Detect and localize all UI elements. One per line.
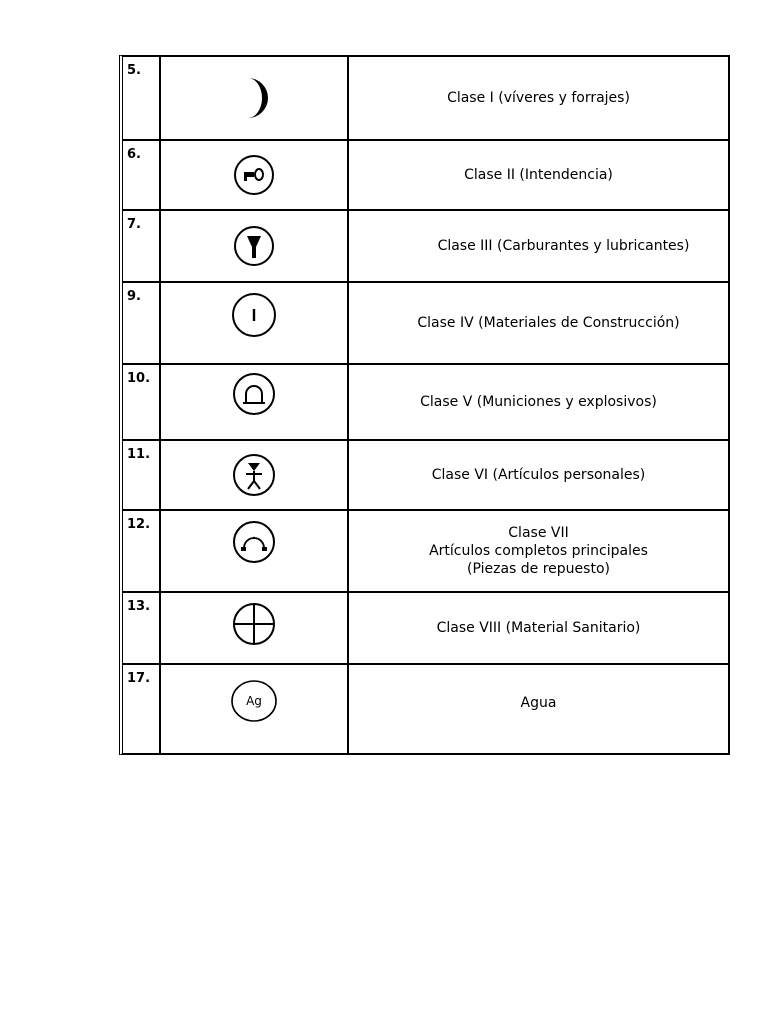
symbol-cell (161, 141, 349, 209)
symbol-cell (161, 57, 349, 139)
row-number: 5. (123, 57, 161, 139)
class-label: Agua (520, 695, 557, 711)
row-number: 17. (123, 665, 161, 753)
funnel-circle-icon (232, 224, 276, 268)
symbol-cell (161, 211, 349, 281)
i-circle-icon (230, 291, 278, 339)
table-row (123, 363, 728, 439)
table-row (123, 139, 728, 209)
class-label: Clase VIII (Material Sanitario) (436, 620, 641, 636)
symbol-cell (161, 441, 349, 509)
symbol-cell (161, 511, 349, 591)
table-row (123, 281, 728, 363)
row-number: 9. (123, 283, 161, 363)
class-description (349, 365, 728, 439)
crosshair-circle-icon (231, 601, 277, 647)
symbol-cell (161, 593, 349, 663)
crescent-moon-icon (232, 75, 272, 121)
row-number: 13. (123, 593, 161, 663)
class-description (349, 665, 728, 753)
table-row (123, 509, 728, 591)
class-label: Clase II (Intendencia) (464, 167, 613, 183)
person-circle-icon (231, 452, 277, 498)
dome-circle-icon (231, 371, 277, 417)
supply-class-table (119, 55, 730, 755)
class-description (349, 211, 728, 281)
table-row (123, 209, 728, 281)
symbol-cell (161, 283, 349, 363)
class-description (349, 283, 728, 363)
water-ag-label: Ag (246, 694, 262, 708)
symbol-cell (161, 365, 349, 439)
class-description (349, 141, 728, 209)
class-label: Clase III (Carburantes y lubricantes) (437, 238, 690, 254)
table-row (123, 439, 728, 509)
class-label: Clase I (víveres y forrajes) (447, 90, 630, 106)
class-description (349, 57, 728, 139)
class-subtitle: (Piezas de repuesto) (467, 561, 610, 577)
class-description (349, 441, 728, 509)
table-row (123, 591, 728, 663)
key-circle-icon (232, 153, 276, 197)
water-ag-icon (230, 678, 278, 724)
class-subtitle: Artículos completos principales (429, 543, 648, 559)
row-number: 6. (123, 141, 161, 209)
row-number: 12. (123, 511, 161, 591)
class-description (349, 593, 728, 663)
arc-circle-icon (231, 519, 277, 565)
class-label: Clase VI (Artículos personales) (431, 467, 646, 483)
class-label: Clase VII (508, 525, 569, 541)
class-description (349, 511, 728, 591)
table-row (123, 663, 728, 753)
class-label: Clase IV (Materiales de Construcción) (417, 315, 680, 331)
class-label: Clase V (Municiones y explosivos) (420, 394, 657, 410)
row-number: 10. (123, 365, 161, 439)
table-row (123, 57, 728, 139)
symbol-cell (161, 665, 349, 753)
row-number: 7. (123, 211, 161, 281)
row-number: 11. (123, 441, 161, 509)
